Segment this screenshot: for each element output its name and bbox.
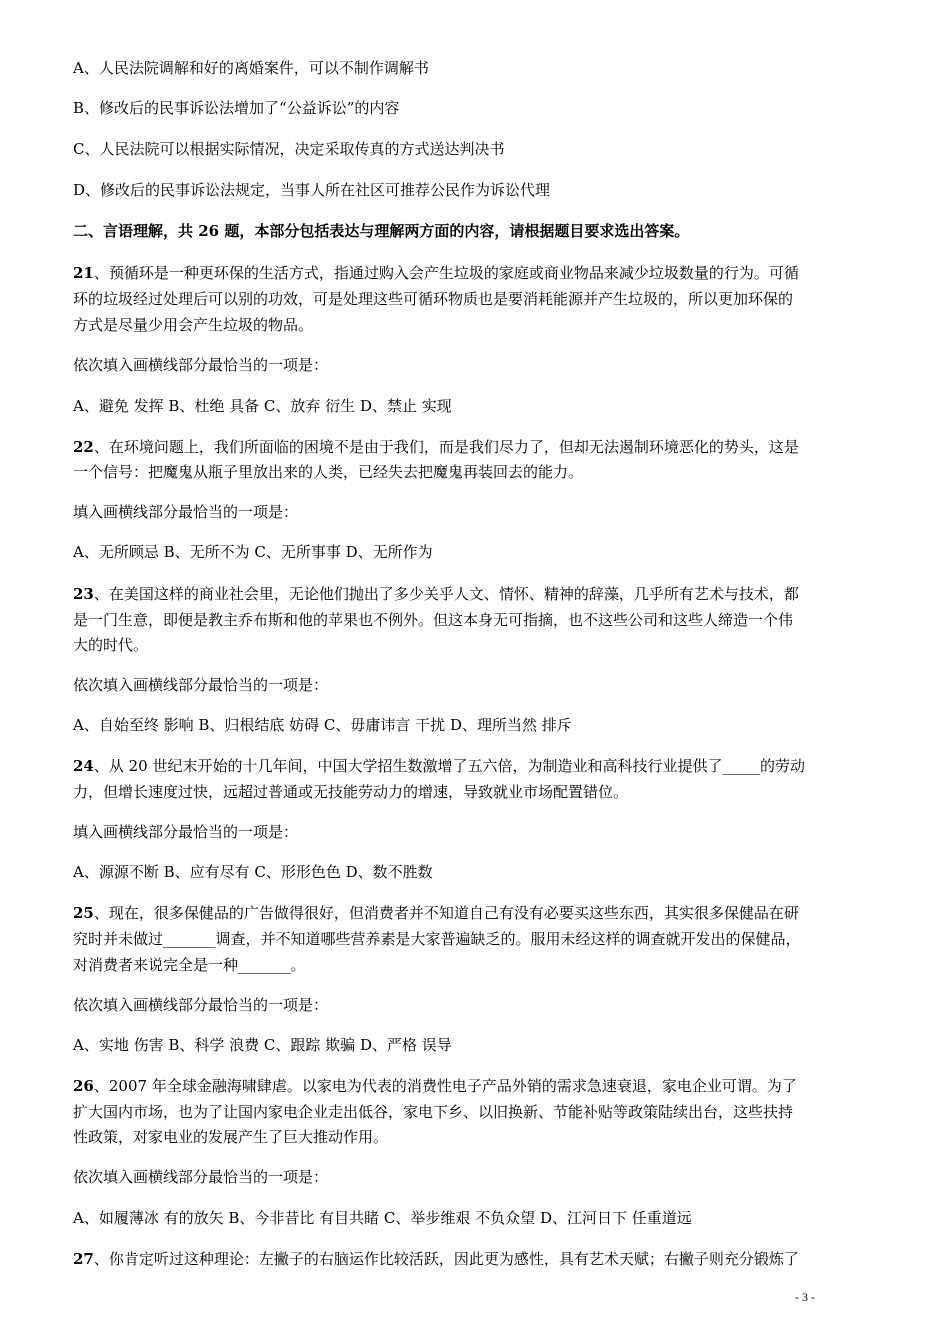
question-25 [73,904,799,922]
question-prompt: 依次填入画横线部分最恰当的一项是： [73,996,329,1014]
paragraph-line: 一个信号：把魔鬼从瓶子里放出来的人类，已经失去把魔鬼再装回去的能力。 [73,463,584,481]
paragraph-line: 力，但增长速度过快，远超过普通或无技能劳动力的增速，导致就业市场配置错位。 [73,783,629,801]
question-text: 、在美国这样的商业社会里，无论他们抛出了多少关乎人文、情怀、精神的辞藻，几乎所有艺术与技术，都 [93,585,799,603]
question-23 [73,585,799,603]
question-text: 、预循环是一种更环保的生活方式，指通过购入会产生垃圾的家庭或商业物品来减少垃圾数量的行为。可循 [93,264,799,282]
question-prompt: 填入画横线部分最恰当的一项是： [73,823,299,841]
question-27 [73,1250,799,1268]
question-22 [73,438,799,456]
answer-options: A、如履薄冰 有的放矢 B、今非昔比 有目共睹 C、举步维艰 不负众望 D、江河日下 任重道远 [73,1209,692,1227]
question-text: 、你肯定听过这种理论：左撇子的右脑运作比较活跃，因此更为感性，具有艺术天赋；右撇子则充分锻炼了 [93,1250,799,1268]
question-24 [73,757,805,775]
option-line: B、修改后的民事诉讼法增加了“公益诉讼”的内容 [73,99,400,117]
question-number: 23 [73,585,94,603]
question-number: 22 [73,438,94,456]
paragraph-line: 环的垃圾经过处理后可以别的功效，可是处理这些可循环物质也是要消耗能源并产生垃圾的，所以更加环保的 [73,290,794,308]
paragraph-line: 对消费者来说完全是一种_______。 [73,956,306,974]
page-number: - 3 - [795,1290,815,1304]
question-number: 21 [73,264,94,282]
paragraph-line: 大的时代。 [73,636,149,654]
answer-options: A、实地 伤害 B、科学 浪费 C、跟踪 欺骗 D、严格 误导 [73,1036,452,1054]
answer-options: A、无所顾忌 B、无所不为 C、无所事事 D、无所作为 [73,543,433,561]
question-number: 27 [73,1250,94,1268]
option-line: C、人民法院可以根据实际情况，决定采取传真的方式送达判决书 [73,140,505,158]
answer-options: A、避免 发挥 B、杜绝 具备 C、放弃 衍生 D、禁止 实现 [73,397,452,415]
paragraph-line: 扩大国内市场，也为了让国内家电企业走出低谷，家电下乡、以旧换新、节能补贴等政策陆续出台，这些扶持 [73,1103,794,1121]
section-heading: 二、言语理解，共 26 题，本部分包括表达与理解两方面的内容，请根据题目要求选出答案。 [73,222,690,240]
question-text: 、现在，很多保健品的广告做得很好，但消费者并不知道自己有没有必要买这些东西，其实很多保健品在研 [93,904,799,922]
answer-options: A、自始至终 影响 B、归根结底 妨碍 C、毋庸讳言 干扰 D、理所当然 排斥 [73,716,572,734]
option-line: D、修改后的民事诉讼法规定，当事人所在社区可推荐公民作为诉讼代理 [73,181,551,199]
answer-options: A、源源不断 B、应有尽有 C、形形色色 D、数不胜数 [73,863,433,881]
question-text: 、在环境问题上，我们所面临的困境不是由于我们，而是我们尽力了，但却无法遏制环境恶化的势头，这是 [93,438,799,456]
question-number: 25 [73,904,94,922]
question-prompt: 依次填入画横线部分最恰当的一项是： [73,356,329,374]
paragraph-line: 究时并未做过_______调查，并不知道哪些营养素是大家普遍缺乏的。服用未经这样的调查就开发出的保健品， [73,930,801,948]
question-text: 、2007 年全球金融海啸肆虐。以家电为代表的消费性电子产品外销的需求急速衰退，家电企业可谓。为了 [93,1077,797,1095]
question-number: 26 [73,1077,94,1095]
question-number: 24 [73,757,94,775]
option-line: A、人民法院调解和好的离婚案件，可以不制作调解书 [73,59,429,77]
question-prompt: 填入画横线部分最恰当的一项是： [73,503,299,521]
question-text: 、从 20 世纪末开始的十几年间，中国大学招生数激增了五六倍，为制造业和高科技行业提供了_____的劳动 [93,757,806,775]
paragraph-line: 性政策，对家电业的发展产生了巨大推动作用。 [73,1128,389,1146]
paragraph-line: 方式是尽量少用会产生垃圾的物品。 [73,316,314,334]
paragraph-line: 是一门生意，即便是教主乔布斯和他的苹果也不例外。但这本身无可指摘，也不这些公司和这些人缔造一个伟 [73,611,794,629]
question-21 [73,264,799,282]
question-prompt: 依次填入画横线部分最恰当的一项是： [73,1168,329,1186]
question-26 [73,1077,797,1095]
question-prompt: 依次填入画横线部分最恰当的一项是： [73,676,329,694]
